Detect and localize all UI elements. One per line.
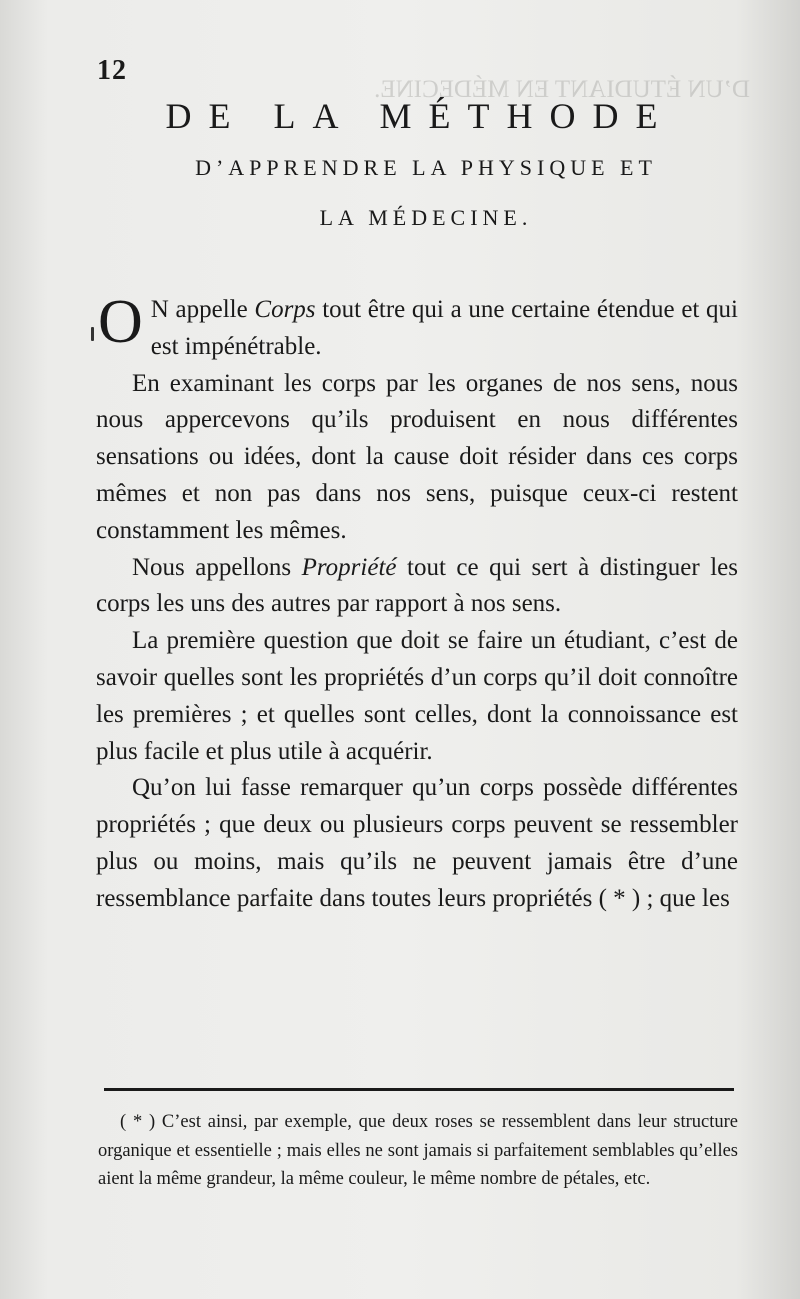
paragraph-4: La première question que doit se faire un étudiant, c’est de savoir quelles sont les propriétés d’un corps qu’il doit connoître les premières ; et quelles sont celles, dont la connoissance est plus facile et plus utile à acquérir.	[96, 627, 738, 765]
footnote-text: ( * ) C’est ainsi, par exemple, que deux roses se ressemblent dans leur structure organique et essentielle ; mais elles ne sont jamais si parfaitement semblables qu’elles aient la même grandeur, la même couleur, le même nombre de pétales, etc.	[98, 1112, 738, 1189]
paragraph-1-text: N appelle Corps tout être qui a une certaine étendue et qui est impénétrable.	[150, 296, 738, 360]
drop-cap: O	[98, 288, 143, 356]
chapter-title: DE LA MÉTHODE	[165, 96, 675, 136]
body-text	[96, 288, 738, 918]
bleedthrough-text: D’UN ÉTUDIANT EN MÉDECINE.	[374, 76, 750, 103]
paragraph-1	[96, 288, 738, 366]
chapter-subtitle-line-1: D’APPRENDRE LA PHYSIQUE ET	[195, 155, 657, 180]
chapter-subtitle-line-2: LA MÉDECINE.	[319, 205, 533, 230]
page-number: 12	[97, 55, 127, 86]
paragraph-3: Nous appellons Propriété tout ce qui sert à distinguer les corps les uns des autres par rapport à nos sens.	[96, 553, 738, 618]
paragraph-5: Qu’on lui fasse remarquer qu’un corps possède différentes propriétés ; que deux ou plusieurs corps peuvent se ressembler plus ou moins, mais qu’ils ne peuvent jamais être d’une ressemblance parfaite dans toutes leurs propriétés ( * ) ; que les	[96, 774, 738, 912]
footnote	[98, 1108, 738, 1194]
margin-mark	[91, 327, 94, 341]
footnote-rule	[104, 1088, 734, 1091]
paragraph-2: En examinant les corps par les organes de nos sens, nous nous appercevons qu’ils produisent en nous différentes sensations ou idées, dont la cause doit résider dans ces corps mêmes et non pas dans nos sens, puisque ceux-ci restent constamment les mêmes.	[96, 369, 738, 544]
